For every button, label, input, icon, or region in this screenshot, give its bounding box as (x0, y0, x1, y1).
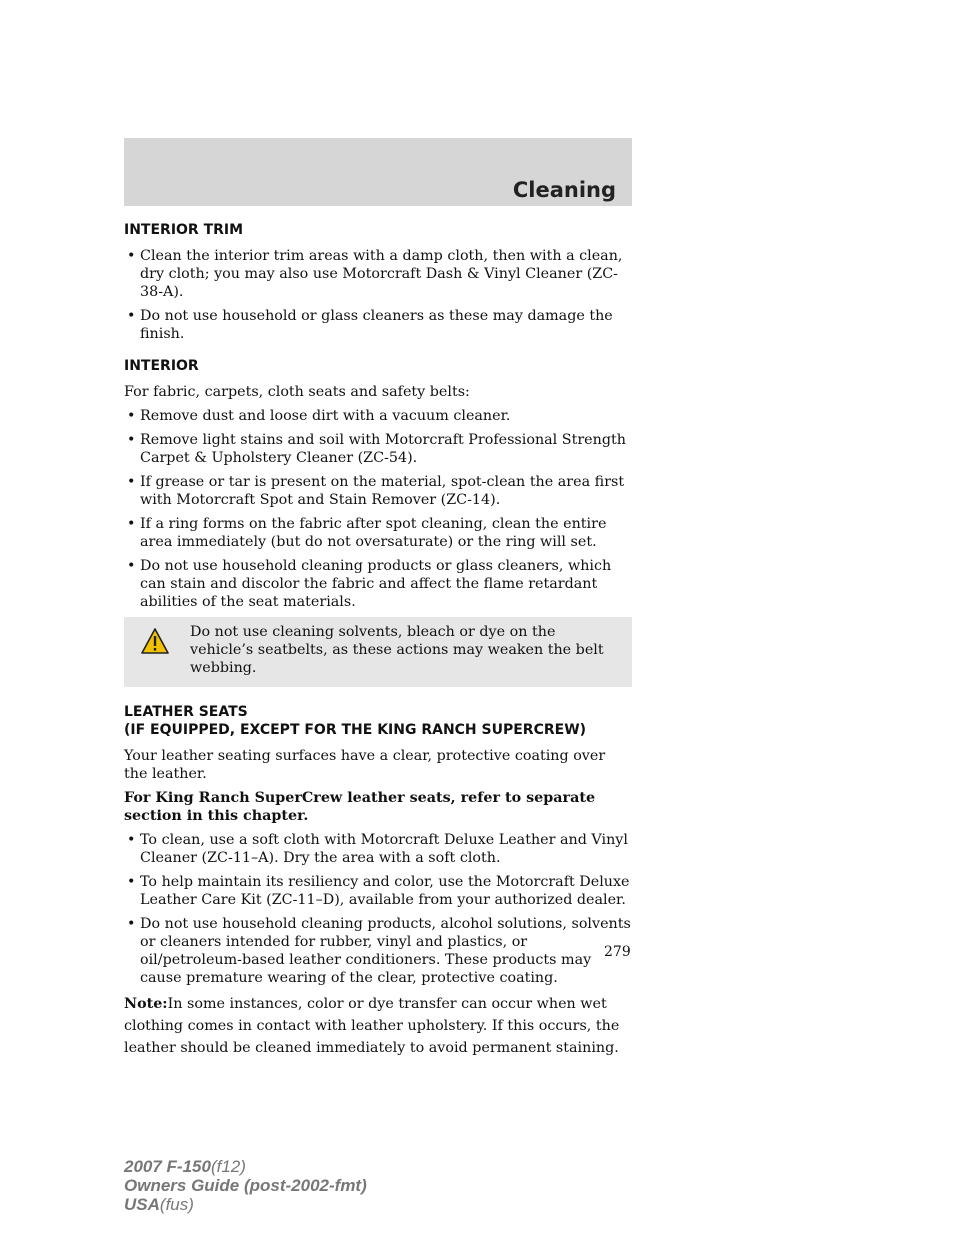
leather-intro: Your leather seating surfaces have a clear, protective coating over the leather. (124, 748, 606, 782)
section-interior-trim (124, 221, 632, 343)
footer-model: 2007 F-150 (124, 1157, 211, 1176)
footer-model-code: (f12) (210, 1157, 246, 1176)
page-content (124, 221, 632, 1073)
heading-leather-line1: LEATHER SEATS (124, 704, 248, 720)
list-item: • Clean the interior trim areas with a damp cloth, then with a clean, dry cloth; you may also use Motorcraft Dash & Vinyl Cleaner (ZC-38-A). (124, 247, 632, 301)
leather-note (124, 993, 632, 1059)
section-interior (124, 357, 632, 687)
interior-intro: For fabric, carpets, cloth seats and safety belts: (124, 384, 470, 400)
note-label: Note: (124, 996, 168, 1012)
list-item: • To help maintain its resiliency and color, use the Motorcraft Deluxe Leather Care Kit (ZC-11–D), available from your authorized dealer. (124, 873, 632, 909)
leather-list (124, 831, 632, 987)
warning-triangle-icon (140, 627, 170, 655)
list-item: • If a ring forms on the fabric after spot cleaning, clean the entire area immediately (but do not oversaturate) or the ring will set. (124, 515, 632, 551)
footer-market: USA (124, 1195, 160, 1214)
page-number: 279 (604, 944, 631, 960)
list-item: • Remove dust and loose dirt with a vacuum cleaner. (124, 407, 632, 425)
footer-market-code: (fus) (159, 1195, 194, 1214)
warning-box (124, 617, 632, 687)
footer-line3 (124, 1195, 367, 1214)
list-item: • Remove light stains and soil with Motorcraft Professional Strength Carpet & Upholstery Cleaner (ZC-54). (124, 431, 632, 467)
list-item: • Do not use household cleaning products or glass cleaners, which can stain and discolor the fabric and affect the flame retardant abilities of the seat materials. (124, 557, 632, 611)
heading-leather-line2: (IF EQUIPPED, EXCEPT FOR THE KING RANCH SUPERCREW) (124, 722, 587, 738)
heading-interior-trim: INTERIOR TRIM (124, 222, 244, 238)
section-leather-seats (124, 703, 632, 1059)
list-item: • Do not use household or glass cleaners as these may damage the finish. (124, 307, 632, 343)
chapter-title: Cleaning (512, 178, 616, 202)
leather-king-ranch-note: For King Ranch SuperCrew leather seats, refer to separate section in this chapter. (124, 790, 596, 824)
interior-trim-list (124, 247, 632, 343)
list-item: • Do not use household cleaning products, alcohol solutions, solvents or cleaners intended for rubber, vinyl and plastics, or oil/petroleum-based leather conditioners. These products may cause premature wearing of the clear, protective coating. (124, 915, 632, 987)
note-text: In some instances, color or dye transfer can occur when wet clothing comes in contact with leather upholstery. If this occurs, the leather should be cleaned immediately to avoid permanent staining. (124, 996, 620, 1056)
footer-line1 (124, 1157, 367, 1176)
chapter-header (124, 138, 632, 206)
warning-text: Do not use cleaning solvents, bleach or dye on the vehicle’s seatbelts, as these actions may weaken the belt webbing. (190, 624, 604, 676)
heading-interior: INTERIOR (124, 358, 199, 374)
heading-leather-seats (124, 703, 632, 739)
footer (124, 1157, 367, 1214)
list-item: • To clean, use a soft cloth with Motorcraft Deluxe Leather and Vinyl Cleaner (ZC-11–A). Dry the area with a soft cloth. (124, 831, 632, 867)
footer-line2: Owners Guide (post-2002-fmt) (124, 1176, 367, 1195)
interior-list (124, 407, 632, 611)
list-item: • If grease or tar is present on the material, spot-clean the area first with Motorcraft Spot and Stain Remover (ZC-14). (124, 473, 632, 509)
